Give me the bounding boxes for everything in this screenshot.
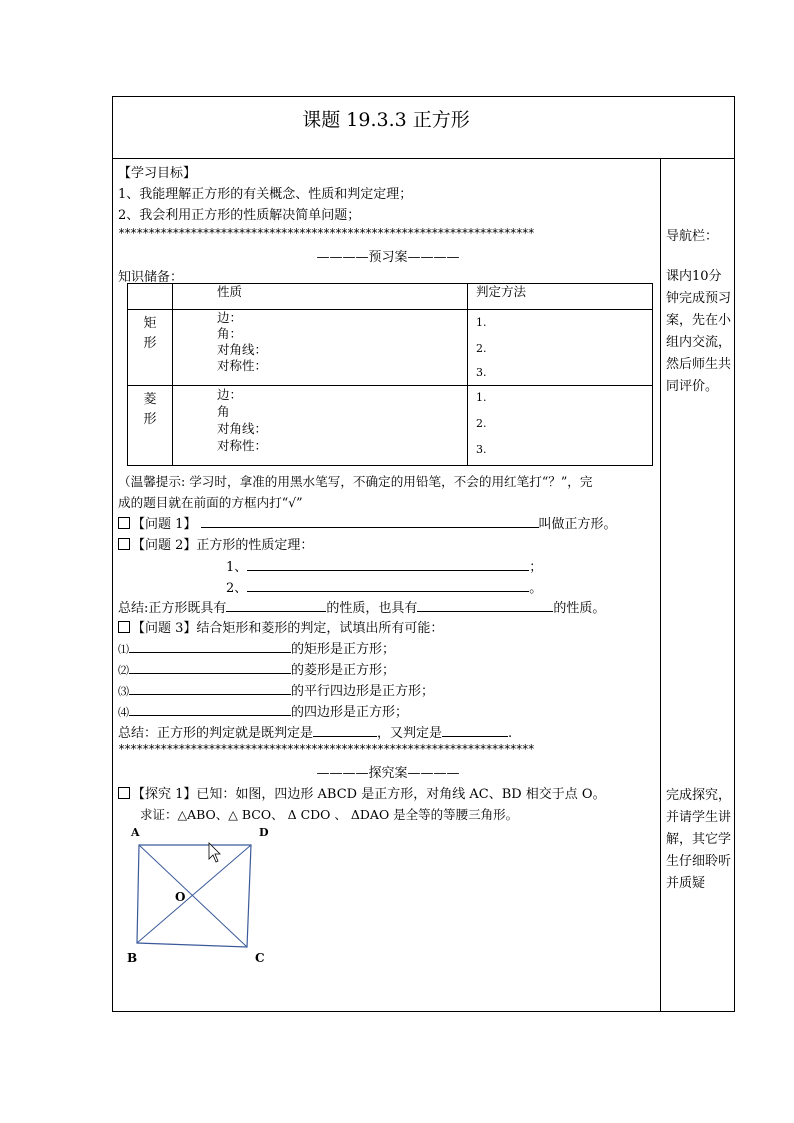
answer-blank[interactable]	[442, 724, 508, 737]
property-label: 对称性：	[217, 358, 268, 373]
sidebar-preview-note: 课内10分钟完成预习案，先在小组内交流，然后师生共同评价。	[666, 269, 732, 394]
summary-text: 总结:正方形既具有	[118, 601, 227, 616]
tip-line-2: 成的题目就在前面的方框内打“√”	[118, 495, 303, 510]
properties-cell	[173, 310, 468, 386]
property-theorem-2	[226, 577, 542, 596]
objectives-heading: 【学习目标】	[118, 166, 197, 181]
answer-blank[interactable]	[417, 599, 553, 612]
objective-item: 1、我能理解正方形的有关概念、性质和判定定理；	[118, 187, 413, 202]
summary-text: ，又判定是	[377, 726, 443, 741]
vertex-label-d: D	[259, 826, 269, 839]
property-label: 边：	[217, 310, 243, 325]
answer-blank[interactable]	[247, 579, 529, 592]
tip-line-1: （温馨提示: 学习时，拿准的用黑水笔写，不确定的用铅笔，不会的用红笔打“？”，完	[118, 474, 593, 489]
answer-blank[interactable]	[129, 661, 291, 674]
page-title: 课题 19.3.3 正方形	[302, 109, 470, 131]
item-text: 的平行四边形是正方形；	[291, 684, 435, 699]
answer-blank[interactable]	[129, 640, 291, 653]
vertex-label-b: B	[127, 951, 138, 965]
q3-item	[118, 638, 395, 657]
checkbox[interactable]	[118, 538, 130, 550]
checkbox[interactable]	[118, 621, 130, 633]
table-header-properties: 性质	[173, 284, 468, 310]
checkbox[interactable]	[118, 787, 130, 799]
vertex-label-c: C	[255, 951, 265, 965]
question-text: 【问题 2】正方形的性质定理：	[132, 538, 314, 553]
knowledge-table	[127, 283, 653, 466]
method-number: 1.	[476, 391, 487, 404]
q3-item	[118, 701, 408, 720]
preview-title: ————预习案————	[316, 250, 460, 265]
sidebar-nav-label: 导航栏：	[666, 229, 719, 244]
item-number: 2、	[226, 581, 248, 596]
item-number: 1、	[226, 560, 248, 575]
answer-blank[interactable]	[313, 724, 377, 737]
method-number: 3.	[476, 443, 487, 456]
item-text: 的菱形是正方形；	[291, 663, 396, 678]
property-theorem-1	[226, 556, 542, 575]
methods-cell	[468, 310, 653, 386]
frame-bottom	[112, 1011, 735, 1012]
question-text: 【问题 3】结合矩形和菱形的判定，试填出所有可能：	[132, 621, 444, 636]
sidebar-explore-note: 完成探究，并请学生讲解，其它学生仔细聆听并质疑	[666, 788, 732, 891]
item-number: ⑷	[118, 706, 129, 719]
explore-proof: 求证：△ABO、△ BCO、 Δ CDO 、 ΔDAO 是全等的等腰三角形。	[140, 807, 519, 822]
separator-line: *********************************************************************	[118, 226, 534, 240]
summary-1	[118, 597, 605, 616]
property-label: 对角线：	[217, 421, 268, 436]
item-text: 的四边形是正方形；	[291, 705, 409, 720]
explore-title: ————探究案————	[316, 766, 460, 781]
frame-right	[734, 96, 735, 1012]
item-number: ⑶	[118, 685, 129, 698]
center-label-o: O	[175, 890, 186, 904]
answer-blank[interactable]	[247, 558, 529, 571]
question-suffix: 叫做正方形。	[538, 517, 617, 532]
property-label: 角	[217, 404, 230, 419]
property-label: 对称性：	[217, 438, 268, 453]
question-2	[118, 534, 313, 553]
checkbox[interactable]	[118, 517, 130, 529]
frame-left	[112, 96, 113, 1012]
objective-item: 2、我会利用正方形的性质解决简单问题；	[118, 208, 361, 223]
separator-line: *********************************************************************	[118, 742, 534, 756]
punctuation: ；	[529, 560, 543, 575]
title-divider	[112, 158, 735, 159]
method-number: 2.	[476, 342, 487, 355]
answer-blank[interactable]	[129, 703, 291, 716]
property-label: 角：	[217, 326, 243, 341]
property-label: 对角线：	[217, 342, 268, 357]
punctuation: 。	[529, 581, 543, 596]
answer-blank[interactable]	[201, 515, 539, 528]
summary-text: 的性质，也具有	[326, 601, 418, 616]
table-header-methods: 判定方法	[468, 284, 653, 310]
cursor-icon	[209, 843, 220, 862]
q3-item	[118, 659, 395, 678]
explore-1	[118, 783, 606, 802]
summary-text: .	[508, 726, 513, 741]
shape-cell-rhombus	[128, 386, 173, 466]
item-number: ⑴	[118, 643, 129, 656]
summary-text: 的性质。	[553, 601, 606, 616]
property-label: 边：	[217, 387, 243, 402]
summary-text: 总结：正方形的判定就是既判定是	[118, 726, 314, 741]
vertex-label-a: A	[131, 826, 140, 839]
answer-blank[interactable]	[129, 682, 291, 695]
sidebar-divider	[660, 158, 661, 1012]
knowledge-label: 知识储备：	[118, 270, 184, 285]
question-1	[118, 513, 617, 532]
item-number: ⑵	[118, 664, 129, 677]
method-number: 1.	[476, 316, 487, 329]
explore-text: 【探究 1】已知：如图，四边形 ABCD 是正方形，对角线 AC、BD 相交于点 O。	[132, 787, 606, 802]
shape-name: 矩形	[143, 316, 157, 351]
answer-blank[interactable]	[226, 599, 326, 612]
methods-cell	[468, 386, 653, 466]
square-diagram	[125, 825, 285, 965]
frame-top	[112, 96, 735, 97]
properties-cell	[173, 386, 468, 466]
question-label: 【问题 1】	[132, 517, 197, 532]
method-number: 2.	[476, 417, 487, 430]
diagonal-ac	[139, 845, 247, 947]
q3-item	[118, 680, 434, 699]
shape-name: 菱形	[143, 392, 157, 427]
item-text: 的矩形是正方形；	[291, 642, 396, 657]
question-3	[118, 617, 443, 636]
shape-cell-rectangle	[128, 310, 173, 386]
summary-2	[118, 722, 512, 741]
method-number: 3.	[476, 366, 487, 379]
